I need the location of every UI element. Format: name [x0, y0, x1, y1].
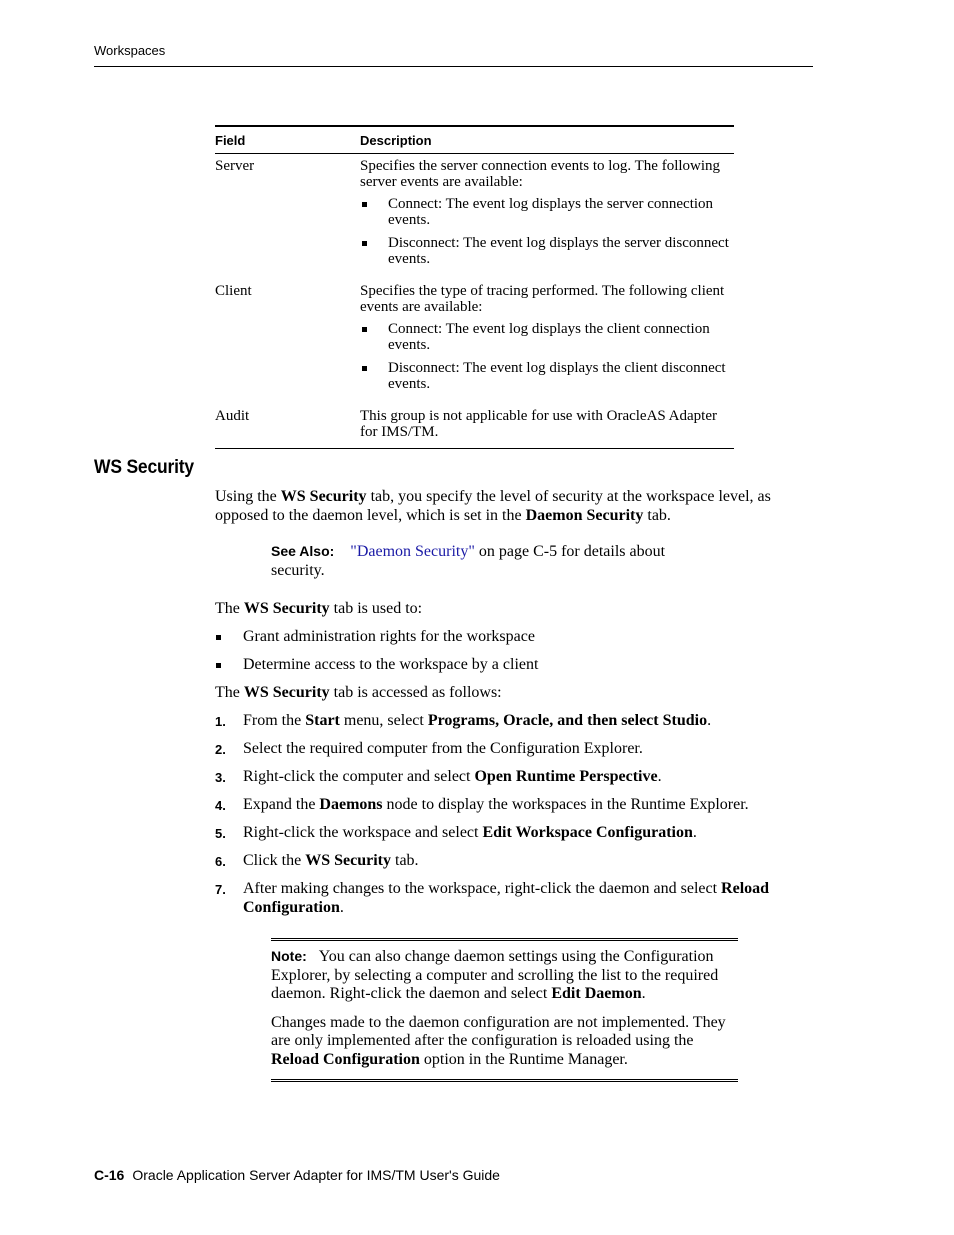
square-bullet-icon [362, 366, 367, 371]
see-also-label: See Also: [271, 543, 335, 559]
used-for-list [215, 628, 815, 675]
list-item: Connect: The event log displays the client connection events. [360, 321, 734, 353]
step-item: 7. After making changes to the workspace, right-click the daemon and select Reload Configuration. [215, 880, 770, 916]
used-for-paragraph: The WS Security tab is used to: [215, 600, 423, 617]
note-box [271, 938, 738, 1082]
table-row [215, 279, 734, 404]
list-item: Connect: The event log displays the server connection events. [360, 196, 734, 228]
intro-paragraph: Using the WS Security tab, you specify the level of security at the workspace level, as opposed to the daemon level, which is set in the Daemon Security tab. [215, 488, 771, 524]
step-item: 6. Click the WS Security tab. [215, 852, 815, 871]
list-item: Determine access to the workspace by a client [215, 656, 815, 675]
page-footer [94, 1167, 500, 1183]
note-paragraph: Changes made to the daemon configuration are not implemented. They are only implemented after the configuration is reloaded using the Reload Configuration option in the Runtime Manager. [271, 1013, 726, 1068]
see-also-block: See Also: "Daemon Security" on page C-5 for details about security. [271, 543, 666, 579]
steps-list [215, 712, 815, 917]
step-item: 2. Select the required computer from the Configuration Explorer. [215, 740, 815, 759]
note-label: Note: [271, 948, 307, 964]
step-number: 7. [215, 882, 226, 897]
field-cell: Audit [215, 404, 360, 449]
column-header-description: Description [360, 126, 734, 154]
list-item: Grant administration rights for the workspace [215, 628, 815, 647]
table-header-row [215, 126, 734, 154]
field-cell: Server [215, 158, 255, 174]
table-row [215, 404, 734, 449]
step-item: 3. Right-click the computer and select Open Runtime Perspective. [215, 768, 815, 787]
step-item: 5. Right-click the workspace and select Edit Workspace Configuration. [215, 824, 815, 843]
step-number: 4. [215, 798, 226, 813]
step-number: 5. [215, 826, 226, 841]
square-bullet-icon [216, 663, 221, 668]
field-cell: Client [215, 283, 252, 299]
description-cell [360, 279, 734, 404]
column-header-field: Field [215, 126, 360, 154]
step-item: 1. From the Start menu, select Programs, Oracle, and then select Studio. [215, 712, 815, 731]
step-item: 4. Expand the Daemons node to display the workspaces in the Runtime Explorer. [215, 796, 815, 815]
step-number: 6. [215, 854, 226, 869]
field-description-table [215, 125, 734, 449]
description-cell [360, 404, 734, 449]
description-text: Specifies the server connection events to log. The following server events are available: [360, 158, 721, 190]
description-cell [360, 154, 734, 280]
list-item: Disconnect: The event log displays the server disconnect events. [360, 235, 734, 267]
step-number: 2. [215, 742, 226, 757]
description-text: Specifies the type of tracing performed. The following client events are available: [360, 283, 725, 315]
square-bullet-icon [216, 635, 221, 640]
page-number: C-16 [94, 1167, 125, 1183]
book-title: Oracle Application Server Adapter for IMS/TM User's Guide [132, 1167, 500, 1183]
bullet-list [360, 321, 734, 392]
table-row [215, 154, 734, 280]
bullet-list [360, 196, 734, 267]
list-item: Disconnect: The event log displays the client disconnect events. [360, 360, 734, 392]
description-text: This group is not applicable for use with OracleAS Adapter for IMS/TM. [360, 408, 717, 440]
section-heading: WS Security [94, 457, 194, 478]
square-bullet-icon [362, 241, 367, 246]
daemon-security-link[interactable]: "Daemon Security" [350, 543, 475, 560]
step-number: 1. [215, 714, 226, 729]
square-bullet-icon [362, 202, 367, 207]
header-rule [94, 66, 813, 67]
note-paragraph: Note: You can also change daemon settings using the Configuration Explorer, by selecting a computer and scrolling the list to the required daemon. Right-click the daemon and select Edit Daemon. [271, 948, 719, 1002]
step-number: 3. [215, 770, 226, 785]
running-header: Workspaces [94, 43, 166, 58]
accessed-paragraph: The WS Security tab is accessed as follows: [215, 684, 502, 701]
square-bullet-icon [362, 327, 367, 332]
